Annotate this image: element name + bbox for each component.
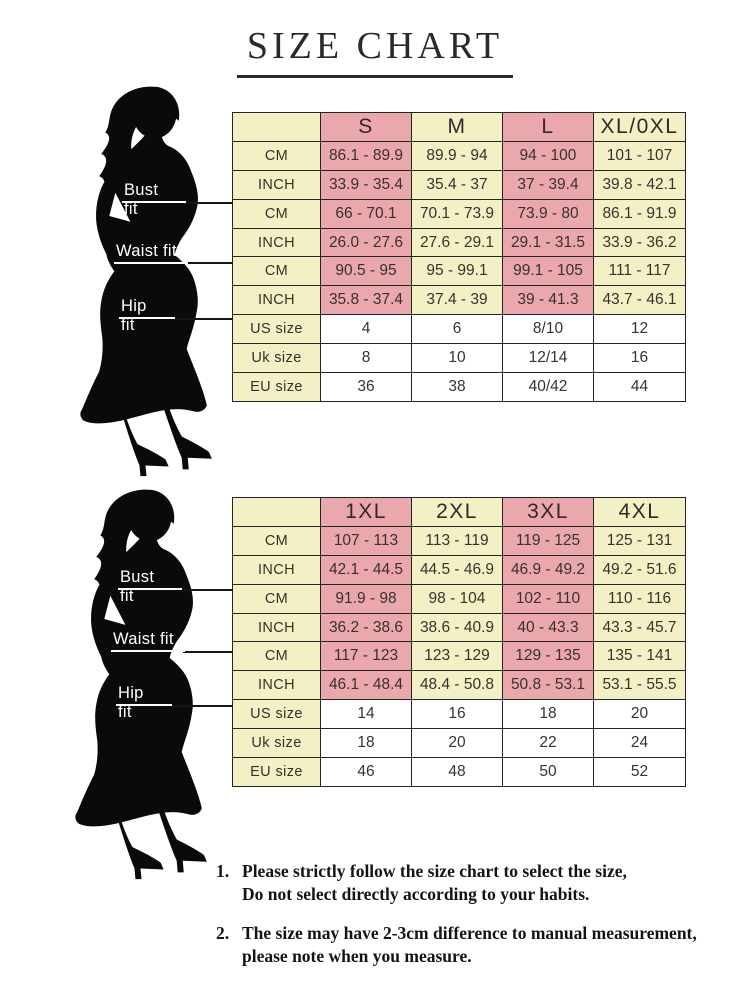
table-row-bust (233, 526, 686, 555)
row-label: INCH (233, 671, 321, 700)
value-cell: 33.9 - 35.4 (321, 170, 412, 199)
value-cell: 90.5 - 95 (321, 257, 412, 286)
value-cell: 26.0 - 27.6 (321, 228, 412, 257)
value-cell: 123 - 129 (412, 642, 503, 671)
value-cell: 52 (594, 758, 686, 787)
value-cell: 20 (412, 729, 503, 758)
value-cell: 46.9 - 49.2 (503, 555, 594, 584)
size-column-header: L (503, 113, 594, 142)
value-cell: 35.4 - 37 (412, 170, 503, 199)
value-cell: 44.5 - 46.9 (412, 555, 503, 584)
size-column-header: 2XL (412, 498, 503, 527)
value-cell: 16 (412, 700, 503, 729)
waist-fit-label: Waist fit (114, 242, 188, 264)
note-item (216, 922, 748, 968)
value-cell: 94 - 100 (503, 141, 594, 170)
value-cell: 46 (321, 758, 412, 787)
value-cell: 98 - 104 (412, 584, 503, 613)
value-cell: 48.4 - 50.8 (412, 671, 503, 700)
value-cell: 117 - 123 (321, 642, 412, 671)
size-column-header: S (321, 113, 412, 142)
value-cell: 8/10 (503, 315, 594, 344)
table-row-bust (233, 170, 686, 199)
note-line: please note when you measure. (242, 946, 472, 966)
row-label: CM (233, 199, 321, 228)
value-cell: 27.6 - 29.1 (412, 228, 503, 257)
row-label: CM (233, 584, 321, 613)
value-cell: 24 (594, 729, 686, 758)
value-cell: 110 - 116 (594, 584, 686, 613)
value-cell: 49.2 - 51.6 (594, 555, 686, 584)
table-row-size (233, 373, 686, 402)
row-label: INCH (233, 555, 321, 584)
note-text (242, 922, 748, 968)
size-column-header: 3XL (503, 498, 594, 527)
value-cell: 33.9 - 36.2 (594, 228, 686, 257)
header-row (233, 113, 686, 142)
note-text (242, 860, 748, 906)
value-cell: 101 - 107 (594, 141, 686, 170)
bust-connector-line (180, 589, 233, 591)
value-cell: 50.8 - 53.1 (503, 671, 594, 700)
value-cell: 37.4 - 39 (412, 286, 503, 315)
row-label: INCH (233, 613, 321, 642)
value-cell: 50 (503, 758, 594, 787)
bust-connector-line (184, 202, 233, 204)
note-number: 2. (216, 923, 230, 943)
note-number: 1. (216, 861, 230, 881)
table-row-waist (233, 228, 686, 257)
table-row-bust (233, 555, 686, 584)
row-label: CM (233, 257, 321, 286)
value-cell: 29.1 - 31.5 (503, 228, 594, 257)
size-table-s-to-xl (232, 112, 686, 402)
value-cell: 6 (412, 315, 503, 344)
hip-fit-label: Hip fit (116, 684, 172, 706)
value-cell: 12/14 (503, 344, 594, 373)
value-cell: 86.1 - 91.9 (594, 199, 686, 228)
value-cell: 39 - 41.3 (503, 286, 594, 315)
table-row-size (233, 758, 686, 787)
row-label: EU size (233, 758, 321, 787)
value-cell: 129 - 135 (503, 642, 594, 671)
value-cell: 16 (594, 344, 686, 373)
value-cell: 95 - 99.1 (412, 257, 503, 286)
bust-fit-label: Bust fit (122, 181, 186, 203)
value-cell: 39.8 - 42.1 (594, 170, 686, 199)
value-cell: 48 (412, 758, 503, 787)
value-cell: 91.9 - 98 (321, 584, 412, 613)
note-line: Please strictly follow the size chart to select the size, (242, 861, 627, 881)
value-cell: 42.1 - 44.5 (321, 555, 412, 584)
table-row-size (233, 700, 686, 729)
corner-cell (233, 498, 321, 527)
value-cell: 86.1 - 89.9 (321, 141, 412, 170)
value-cell: 40 - 43.3 (503, 613, 594, 642)
woman-silhouette (57, 84, 233, 482)
value-cell: 66 - 70.1 (321, 199, 412, 228)
row-label: Uk size (233, 344, 321, 373)
size-column-header: XL/0XL (594, 113, 686, 142)
row-label: US size (233, 700, 321, 729)
row-label: Uk size (233, 729, 321, 758)
page-title (0, 24, 750, 78)
value-cell: 119 - 125 (503, 526, 594, 555)
row-label: CM (233, 526, 321, 555)
note-line: The size may have 2-3cm difference to manual measurement, (242, 923, 697, 943)
header-row (233, 498, 686, 527)
notes (216, 860, 748, 968)
size-column-header: M (412, 113, 503, 142)
value-cell: 38.6 - 40.9 (412, 613, 503, 642)
value-cell: 111 - 117 (594, 257, 686, 286)
value-cell: 99.1 - 105 (503, 257, 594, 286)
value-cell: 12 (594, 315, 686, 344)
corner-cell (233, 113, 321, 142)
value-cell: 36.2 - 38.6 (321, 613, 412, 642)
table-row-size (233, 729, 686, 758)
row-label: INCH (233, 228, 321, 257)
waist-connector-line (183, 651, 233, 653)
bust-fit-label: Bust fit (118, 568, 182, 590)
table-row-size (233, 344, 686, 373)
value-cell: 70.1 - 73.9 (412, 199, 503, 228)
value-cell: 125 - 131 (594, 526, 686, 555)
value-cell: 10 (412, 344, 503, 373)
value-cell: 36 (321, 373, 412, 402)
value-cell: 18 (503, 700, 594, 729)
row-label: CM (233, 141, 321, 170)
size-table-1xl-to-4xl (232, 497, 686, 787)
table-row-hip (233, 671, 686, 700)
value-cell: 40/42 (503, 373, 594, 402)
value-cell: 107 - 113 (321, 526, 412, 555)
table-row-hip (233, 642, 686, 671)
waist-connector-line (186, 262, 233, 264)
value-cell: 37 - 39.4 (503, 170, 594, 199)
hip-connector-line (170, 705, 233, 707)
table-row-waist (233, 613, 686, 642)
row-label: INCH (233, 286, 321, 315)
value-cell: 8 (321, 344, 412, 373)
value-cell: 43.3 - 45.7 (594, 613, 686, 642)
size-column-header: 1XL (321, 498, 412, 527)
value-cell: 135 - 141 (594, 642, 686, 671)
value-cell: 14 (321, 700, 412, 729)
table-row-bust (233, 141, 686, 170)
value-cell: 44 (594, 373, 686, 402)
value-cell: 46.1 - 48.4 (321, 671, 412, 700)
table-row-hip (233, 257, 686, 286)
value-cell: 113 - 119 (412, 526, 503, 555)
row-label: US size (233, 315, 321, 344)
table-row-waist (233, 584, 686, 613)
value-cell: 43.7 - 46.1 (594, 286, 686, 315)
page-title-text: SIZE CHART (237, 24, 513, 78)
value-cell: 73.9 - 80 (503, 199, 594, 228)
row-label: CM (233, 642, 321, 671)
value-cell: 22 (503, 729, 594, 758)
table-row-size (233, 315, 686, 344)
hip-connector-line (173, 318, 233, 320)
note-line: Do not select directly according to your habits. (242, 884, 590, 904)
table-row-waist (233, 199, 686, 228)
size-column-header: 4XL (594, 498, 686, 527)
value-cell: 18 (321, 729, 412, 758)
value-cell: 89.9 - 94 (412, 141, 503, 170)
hip-fit-label: Hip fit (119, 297, 175, 319)
value-cell: 35.8 - 37.4 (321, 286, 412, 315)
value-cell: 4 (321, 315, 412, 344)
table-row-hip (233, 286, 686, 315)
value-cell: 53.1 - 55.5 (594, 671, 686, 700)
value-cell: 102 - 110 (503, 584, 594, 613)
waist-fit-label: Waist fit (111, 630, 185, 652)
value-cell: 20 (594, 700, 686, 729)
row-label: INCH (233, 170, 321, 199)
note-item (216, 860, 748, 906)
row-label: EU size (233, 373, 321, 402)
value-cell: 38 (412, 373, 503, 402)
